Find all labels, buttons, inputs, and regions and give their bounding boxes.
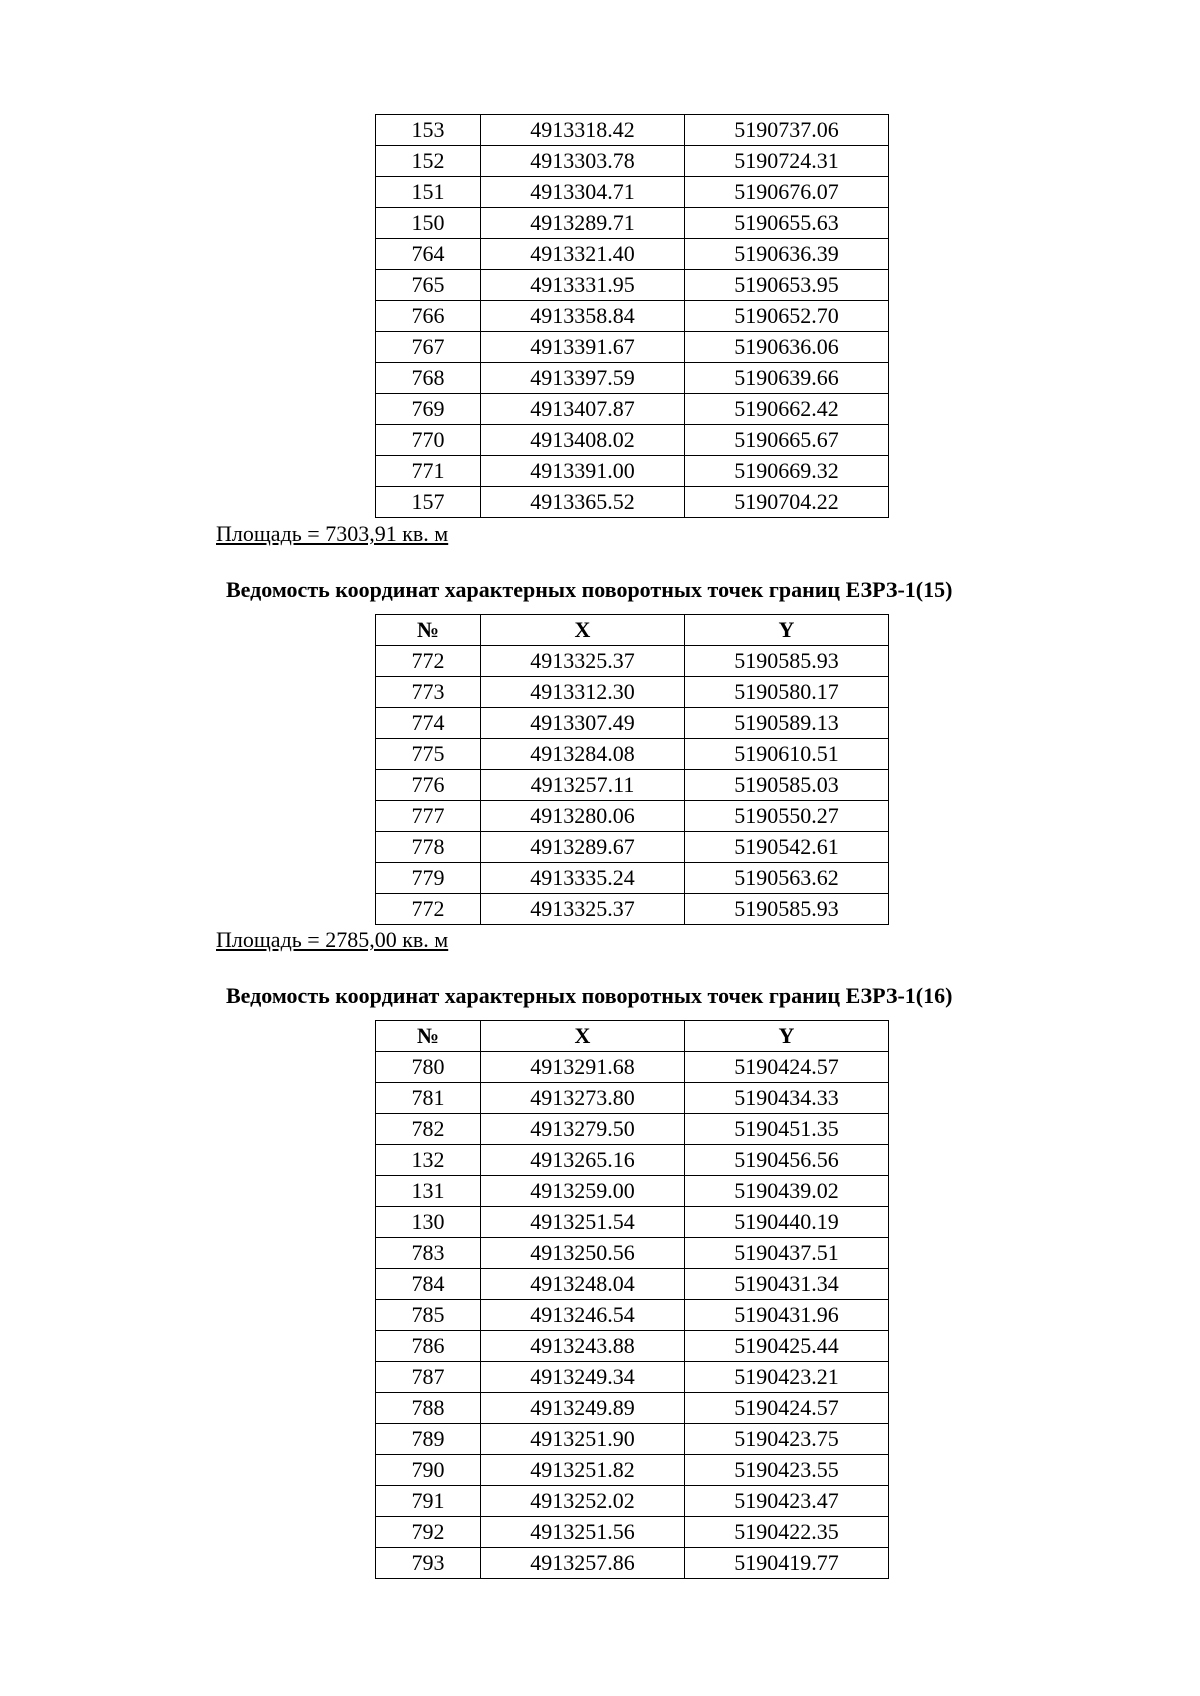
table-row [376, 1393, 889, 1424]
coord-y-cell: 5190639.66 [685, 363, 889, 394]
point-number-cell: 764 [376, 239, 481, 270]
coord-y-cell: 5190437.51 [685, 1238, 889, 1269]
coord-x-cell: 4913408.02 [481, 425, 685, 456]
header-x: X [481, 615, 685, 646]
point-number-cell: 782 [376, 1114, 481, 1145]
coord-y-cell: 5190563.62 [685, 863, 889, 894]
table-header-row [376, 1021, 889, 1052]
coord-y-cell: 5190440.19 [685, 1207, 889, 1238]
point-number-cell: 793 [376, 1548, 481, 1579]
coord-x-cell: 4913265.16 [481, 1145, 685, 1176]
table-row [376, 1455, 889, 1486]
area-note-15: Площадь = 2785,00 кв. м [216, 927, 449, 952]
table-row [376, 394, 889, 425]
coord-x-cell: 4913279.50 [481, 1114, 685, 1145]
coord-y-cell: 5190424.57 [685, 1052, 889, 1083]
coord-y-cell: 5190424.57 [685, 1393, 889, 1424]
table-row [376, 863, 889, 894]
coord-x-cell: 4913312.30 [481, 677, 685, 708]
table-row [376, 1331, 889, 1362]
section-title-15: Ведомость координат характерных поворотных точек границ ЕЗРЗ-1(15) [226, 577, 953, 602]
point-number-cell: 766 [376, 301, 481, 332]
coord-y-cell: 5190669.32 [685, 456, 889, 487]
coordinates-table-16 [375, 1020, 889, 1579]
coord-y-cell: 5190737.06 [685, 115, 889, 146]
coord-y-cell: 5190431.34 [685, 1269, 889, 1300]
coord-y-cell: 5190580.17 [685, 677, 889, 708]
point-number-cell: 131 [376, 1176, 481, 1207]
point-number-cell: 153 [376, 115, 481, 146]
coord-x-cell: 4913251.54 [481, 1207, 685, 1238]
coord-x-cell: 4913304.71 [481, 177, 685, 208]
coord-y-cell: 5190585.03 [685, 770, 889, 801]
table-row [376, 208, 889, 239]
point-number-cell: 157 [376, 487, 481, 518]
table-row [376, 146, 889, 177]
coordinates-table-15 [375, 614, 889, 925]
table-row [376, 646, 889, 677]
coord-x-cell: 4913331.95 [481, 270, 685, 301]
coord-y-cell: 5190585.93 [685, 894, 889, 925]
point-number-cell: 768 [376, 363, 481, 394]
table-row [376, 456, 889, 487]
table-row [376, 770, 889, 801]
coord-y-cell: 5190550.27 [685, 801, 889, 832]
coord-x-cell: 4913365.52 [481, 487, 685, 518]
coord-x-cell: 4913249.34 [481, 1362, 685, 1393]
point-number-cell: 769 [376, 394, 481, 425]
coord-x-cell: 4913303.78 [481, 146, 685, 177]
point-number-cell: 775 [376, 739, 481, 770]
point-number-cell: 152 [376, 146, 481, 177]
coord-x-cell: 4913249.89 [481, 1393, 685, 1424]
coord-y-cell: 5190423.75 [685, 1424, 889, 1455]
coord-y-cell: 5190665.67 [685, 425, 889, 456]
table-row [376, 1362, 889, 1393]
table-row [376, 801, 889, 832]
coord-x-cell: 4913252.02 [481, 1486, 685, 1517]
point-number-cell: 777 [376, 801, 481, 832]
coord-x-cell: 4913250.56 [481, 1238, 685, 1269]
point-number-cell: 776 [376, 770, 481, 801]
coord-x-cell: 4913257.11 [481, 770, 685, 801]
coord-y-cell: 5190636.39 [685, 239, 889, 270]
coord-y-cell: 5190655.63 [685, 208, 889, 239]
coordinates-table-continued [375, 114, 889, 518]
coord-y-cell: 5190610.51 [685, 739, 889, 770]
point-number-cell: 784 [376, 1269, 481, 1300]
coord-x-cell: 4913307.49 [481, 708, 685, 739]
coord-x-cell: 4913289.71 [481, 208, 685, 239]
coord-y-cell: 5190419.77 [685, 1548, 889, 1579]
point-number-cell: 792 [376, 1517, 481, 1548]
coord-y-cell: 5190431.96 [685, 1300, 889, 1331]
coord-x-cell: 4913251.90 [481, 1424, 685, 1455]
point-number-cell: 787 [376, 1362, 481, 1393]
coord-x-cell: 4913325.37 [481, 894, 685, 925]
table-row [376, 487, 889, 518]
area-note-continued: Площадь = 7303,91 кв. м [216, 521, 449, 546]
coord-x-cell: 4913291.68 [481, 1052, 685, 1083]
table-row [376, 708, 889, 739]
coord-x-cell: 4913358.84 [481, 301, 685, 332]
point-number-cell: 791 [376, 1486, 481, 1517]
coord-y-cell: 5190589.13 [685, 708, 889, 739]
point-number-cell: 765 [376, 270, 481, 301]
coord-y-cell: 5190456.56 [685, 1145, 889, 1176]
header-number: № [376, 615, 481, 646]
table-row [376, 1300, 889, 1331]
table-row [376, 1238, 889, 1269]
table-row [376, 1145, 889, 1176]
coord-y-cell: 5190434.33 [685, 1083, 889, 1114]
table-row [376, 270, 889, 301]
table-row [376, 363, 889, 394]
point-number-cell: 789 [376, 1424, 481, 1455]
table-body [376, 646, 889, 925]
coord-x-cell: 4913243.88 [481, 1331, 685, 1362]
header-y: Y [685, 1021, 889, 1052]
point-number-cell: 785 [376, 1300, 481, 1331]
coord-x-cell: 4913259.00 [481, 1176, 685, 1207]
point-number-cell: 773 [376, 677, 481, 708]
table-row [376, 1424, 889, 1455]
coord-x-cell: 4913284.08 [481, 739, 685, 770]
coord-y-cell: 5190636.06 [685, 332, 889, 363]
table-row [376, 1486, 889, 1517]
point-number-cell: 781 [376, 1083, 481, 1114]
point-number-cell: 772 [376, 894, 481, 925]
table-body [376, 1052, 889, 1579]
coord-x-cell: 4913391.67 [481, 332, 685, 363]
table-row [376, 739, 889, 770]
table-header-row [376, 615, 889, 646]
table-row [376, 332, 889, 363]
coord-y-cell: 5190439.02 [685, 1176, 889, 1207]
coord-y-cell: 5190676.07 [685, 177, 889, 208]
coord-y-cell: 5190585.93 [685, 646, 889, 677]
coord-x-cell: 4913335.24 [481, 863, 685, 894]
coord-y-cell: 5190704.22 [685, 487, 889, 518]
coord-x-cell: 4913251.56 [481, 1517, 685, 1548]
header-number: № [376, 1021, 481, 1052]
coord-x-cell: 4913325.37 [481, 646, 685, 677]
table-body [376, 115, 889, 518]
point-number-cell: 132 [376, 1145, 481, 1176]
coord-x-cell: 4913391.00 [481, 456, 685, 487]
point-number-cell: 774 [376, 708, 481, 739]
header-y: Y [685, 615, 889, 646]
point-number-cell: 786 [376, 1331, 481, 1362]
point-number-cell: 150 [376, 208, 481, 239]
table-row [376, 1176, 889, 1207]
table-row [376, 425, 889, 456]
point-number-cell: 130 [376, 1207, 481, 1238]
point-number-cell: 780 [376, 1052, 481, 1083]
coord-y-cell: 5190423.21 [685, 1362, 889, 1393]
coord-x-cell: 4913397.59 [481, 363, 685, 394]
point-number-cell: 772 [376, 646, 481, 677]
coord-x-cell: 4913407.87 [481, 394, 685, 425]
table-row [376, 677, 889, 708]
point-number-cell: 767 [376, 332, 481, 363]
coord-y-cell: 5190425.44 [685, 1331, 889, 1362]
table-row [376, 239, 889, 270]
coord-y-cell: 5190662.42 [685, 394, 889, 425]
header-x: X [481, 1021, 685, 1052]
coord-y-cell: 5190542.61 [685, 832, 889, 863]
table-row [376, 832, 889, 863]
table-row [376, 115, 889, 146]
coord-x-cell: 4913273.80 [481, 1083, 685, 1114]
table-row [376, 177, 889, 208]
point-number-cell: 790 [376, 1455, 481, 1486]
table-row [376, 301, 889, 332]
coord-x-cell: 4913248.04 [481, 1269, 685, 1300]
coord-x-cell: 4913251.82 [481, 1455, 685, 1486]
point-number-cell: 778 [376, 832, 481, 863]
coord-y-cell: 5190451.35 [685, 1114, 889, 1145]
coord-y-cell: 5190653.95 [685, 270, 889, 301]
table-row [376, 1517, 889, 1548]
coord-x-cell: 4913257.86 [481, 1548, 685, 1579]
table-row [376, 1114, 889, 1145]
point-number-cell: 771 [376, 456, 481, 487]
coord-x-cell: 4913321.40 [481, 239, 685, 270]
coord-y-cell: 5190423.47 [685, 1486, 889, 1517]
table-row [376, 1207, 889, 1238]
coord-y-cell: 5190652.70 [685, 301, 889, 332]
point-number-cell: 779 [376, 863, 481, 894]
coord-y-cell: 5190423.55 [685, 1455, 889, 1486]
point-number-cell: 770 [376, 425, 481, 456]
coord-x-cell: 4913246.54 [481, 1300, 685, 1331]
point-number-cell: 151 [376, 177, 481, 208]
point-number-cell: 783 [376, 1238, 481, 1269]
table-row [376, 1083, 889, 1114]
coord-y-cell: 5190422.35 [685, 1517, 889, 1548]
section-title-16: Ведомость координат характерных поворотных точек границ ЕЗРЗ-1(16) [226, 983, 953, 1008]
table-row [376, 1052, 889, 1083]
table-row [376, 1548, 889, 1579]
coord-y-cell: 5190724.31 [685, 146, 889, 177]
point-number-cell: 788 [376, 1393, 481, 1424]
coord-x-cell: 4913318.42 [481, 115, 685, 146]
table-row [376, 1269, 889, 1300]
table-row [376, 894, 889, 925]
coord-x-cell: 4913289.67 [481, 832, 685, 863]
coord-x-cell: 4913280.06 [481, 801, 685, 832]
